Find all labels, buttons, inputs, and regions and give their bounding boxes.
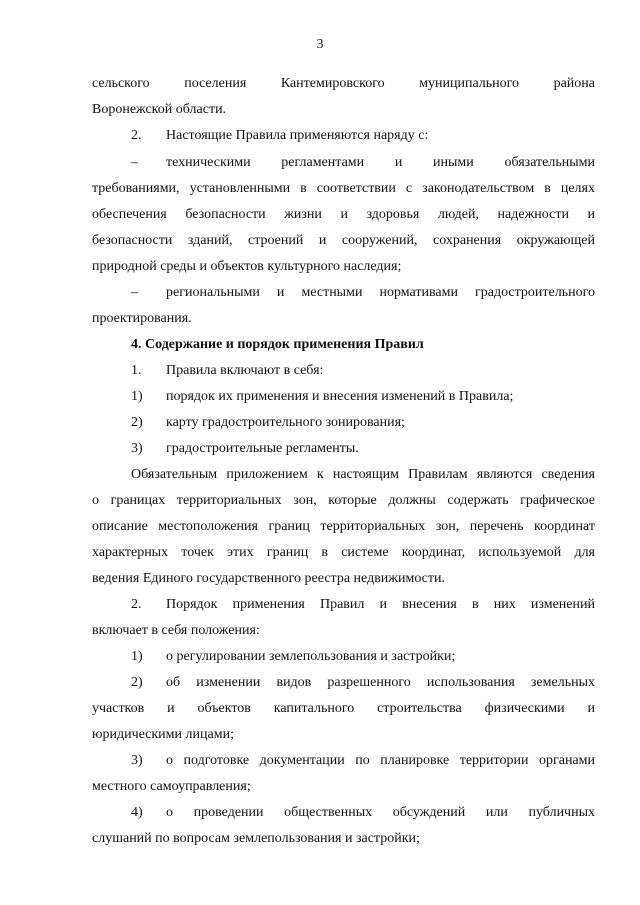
- list-number: 2): [131, 415, 143, 430]
- list-number: 4): [131, 805, 143, 820]
- list-number: 3): [131, 441, 143, 456]
- text-line: о регулировании землепользования и застройки;: [166, 649, 456, 664]
- list-number: 3): [131, 753, 143, 768]
- text-line: о подготовке документации по планировке территории органами: [166, 753, 595, 768]
- text-line: сельского поселения Кантемировского муниципального района: [92, 76, 595, 91]
- text-line: Порядок применения Правил и внесения в них изменений: [166, 597, 595, 612]
- text-line: порядок их применения и внесения изменений в Правила;: [166, 389, 514, 404]
- text-line: природной среды и объектов культурного наследия;: [92, 259, 402, 274]
- text-line: проектирования.: [92, 311, 192, 326]
- text-line: Настоящие Правила применяются наряду с:: [166, 128, 429, 143]
- text-line: о проведении общественных обсуждений или публичных: [166, 805, 595, 820]
- text-line: требованиями, установленными в соответствии с законодательством в целях: [92, 181, 595, 196]
- section-heading: [131, 336, 424, 354]
- list-number: 1.: [131, 363, 142, 378]
- text-line: карту градостроительного зонирования;: [166, 415, 405, 430]
- text-line: характерных точек этих границ в системе координат, используемой для: [92, 545, 595, 560]
- list-number: 2.: [131, 597, 142, 612]
- text-line: техническими регламентами и иными обязательными: [166, 155, 595, 170]
- text-line: региональными и местными нормативами градостроительного: [166, 285, 595, 300]
- text-line: безопасности зданий, строений и сооружений, сохранения окружающей: [92, 233, 595, 248]
- text-line: ведения Единого государственного реестра недвижимости.: [92, 571, 445, 586]
- text-line: Правила включают в себя:: [166, 363, 324, 378]
- list-number: 2.: [131, 128, 142, 143]
- text-line: Обязательным приложением к настоящим Правилам являются сведения: [131, 467, 595, 482]
- section-heading-text: 4. Содержание и порядок применения Правил: [131, 337, 424, 352]
- text-line: описание местоположения границ территориальных зон, перечень координат: [92, 519, 595, 534]
- text-line: о границах территориальных зон, которые должны содержать графическое: [92, 493, 595, 508]
- text-line: юридическими лицами;: [92, 727, 234, 742]
- page-number: 3: [316, 37, 324, 52]
- text-line: слушаний по вопросам землепользования и застройки;: [92, 831, 420, 846]
- text-line: включает в себя положения:: [92, 623, 260, 638]
- dash-marker: –: [131, 285, 138, 300]
- text-line: местного самоуправления;: [92, 779, 251, 794]
- text-line: участков и объектов капитального строительства физическими и: [92, 701, 595, 716]
- list-number: 2): [131, 675, 143, 690]
- dash-marker: –: [131, 155, 138, 170]
- text-line: обеспечения безопасности жизни и здоровья людей, надежности и: [92, 207, 595, 222]
- text-line: градостроительные регламенты.: [166, 441, 359, 456]
- text-line: об изменении видов разрешенного использования земельных: [166, 675, 595, 690]
- text-line: Воронежской области.: [92, 102, 227, 117]
- list-number: 1): [131, 389, 143, 404]
- list-number: 1): [131, 649, 143, 664]
